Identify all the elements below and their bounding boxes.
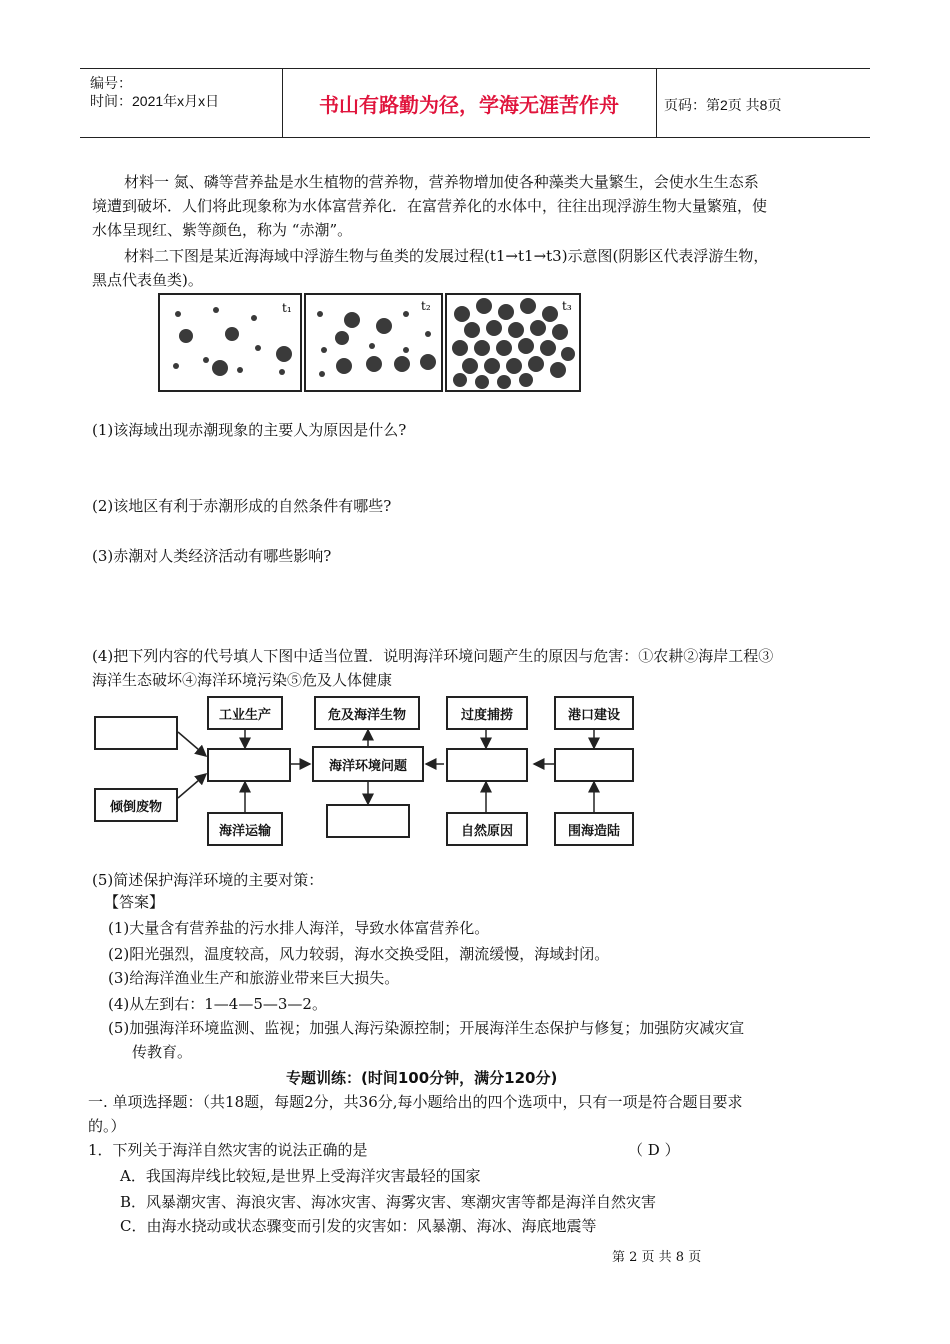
panel-t2-label: t₂ — [421, 299, 431, 313]
option-a: A．我国海岸线比较短,是世界上受海洋灾害最轻的国家 — [120, 1167, 481, 1185]
material1-line3: 水体呈现红、紫等颜色，称为 “赤潮”。 — [92, 221, 353, 239]
blank-box-4 — [554, 748, 634, 782]
material2-line1: 材料二下图是某近海海域中浮游生物与鱼类的发展过程(t1→t1→t3)示意图(阴影区代表浮游生物， — [124, 247, 769, 265]
answer-3: (3)给海洋渔业生产和旅游业带来巨大损失。 — [108, 969, 400, 987]
header-table — [80, 68, 870, 138]
question-3: (3)赤潮对人类经济活动有哪些影响? — [92, 547, 332, 565]
section1-line1: 一. 单项选择题：（共18题，每题2分，共36分,每小题给出的四个选项中，只有一项是符合题目要求 — [88, 1093, 743, 1111]
plankton-fish-figure — [158, 292, 583, 394]
blank-box-2 — [326, 804, 410, 838]
question-4-line2: 海洋生态破坏④海洋环境污染⑤危及人体健康 — [92, 671, 393, 689]
mc-question-1: 1．下列关于海洋自然灾害的说法正确的是 — [88, 1141, 368, 1159]
question-1: (1)该海域出现赤潮现象的主要人为原因是什么? — [92, 421, 407, 439]
question-4-line1: (4)把下列内容的代号填人下图中适当位置．说明海洋环境问题产生的原因与危害：①农耕②海岸工程③ — [92, 647, 774, 665]
blank-box-1 — [207, 748, 291, 782]
panel-t1-label: t₁ — [282, 301, 292, 315]
shipping-box: 海洋运输 — [207, 812, 283, 846]
page-label: 页码：第2页 共8页 — [664, 97, 782, 113]
material1-line1: 材料一 氮、磷等营养盐是水生植物的营养物，营养物增加使各种藻类大量繁生，会使水生生态系 — [124, 173, 759, 191]
answer-2: (2)阳光强烈，温度较高，风力较弱，海水交换受阻，潮流缓慢，海域封闭。 — [108, 945, 610, 963]
answer-1: (1)大量含有营养盐的污水排人海洋，导致水体富营养化。 — [108, 919, 490, 937]
page-footer: 第 2 页 共 8 页 — [612, 1250, 702, 1265]
industry-box: 工业生产 — [207, 696, 283, 730]
answer-title: 【答案】 — [104, 893, 165, 911]
panel-t1 — [159, 294, 301, 391]
answer-5-line1: (5)加强海洋环境监测、监视；加强人海污染源控制；开展海洋生态保护与修复；加强防灾减灾宣 — [108, 1019, 745, 1037]
env-problem-box: 海洋环境问题 — [312, 746, 424, 782]
training-title: 专题训练：(时间100分钟，满分120分) — [286, 1069, 558, 1087]
question-2: (2)该地区有利于赤潮形成的自然条件有哪些? — [92, 497, 392, 515]
blank-box-3 — [446, 748, 528, 782]
date-label: 时间：2021年x月x日 — [90, 93, 220, 109]
mc-question-1-answer: （ D ） — [628, 1141, 680, 1159]
blank-box-left-top — [94, 716, 178, 750]
marine-life-box: 危及海洋生物 — [314, 696, 420, 730]
option-b: B．风暴潮灾害、海浪灾害、海冰灾害、海雾灾害、寒潮灾害等都是海洋自然灾害 — [120, 1193, 657, 1211]
overfishing-box: 过度捕捞 — [446, 696, 528, 730]
number-label: 编号： — [90, 75, 132, 91]
option-c: C．由海水挠动或状态骤变而引发的灾害如：风暴潮、海冰、海底地震等 — [120, 1217, 597, 1235]
material1-line2: 境遭到破坏．人们将此现象称为水体富营养化．在富营养化的水体中，往往出现浮游生物大量繁殖，使 — [92, 197, 768, 215]
flow-diagram — [90, 694, 650, 846]
material2-line2: 黑点代表鱼类)。 — [92, 271, 203, 289]
answer-4: (4)从左到右：1—4—5—3—2。 — [108, 995, 327, 1013]
section1-line2: 的。） — [88, 1117, 126, 1135]
natural-box: 自然原因 — [446, 812, 528, 846]
reclamation-box: 围海造陆 — [554, 812, 634, 846]
question-5: (5)简述保护海洋环境的主要对策： — [92, 871, 324, 889]
motto: 书山有路勤为径，学海无涯苦作舟 — [282, 69, 657, 137]
dumping-box: 倾倒废物 — [94, 788, 178, 822]
panel-t2 — [305, 294, 442, 391]
header-left-cell — [80, 69, 283, 137]
port-box: 港口建设 — [554, 696, 634, 730]
panel-t3-label: t₃ — [562, 299, 572, 313]
answer-5-line2: 传教育。 — [132, 1043, 193, 1061]
panel-t3 — [446, 294, 580, 391]
